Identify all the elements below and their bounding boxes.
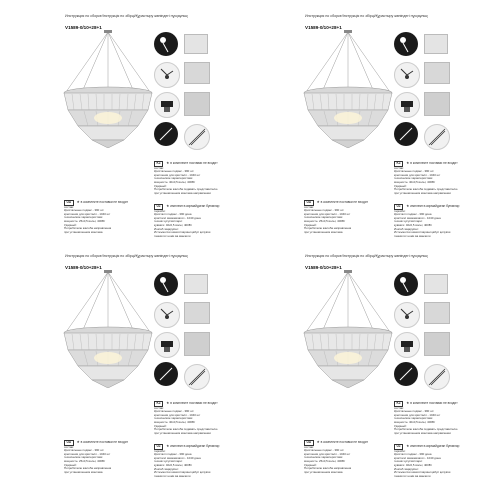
ceiling-mount-icon: [154, 32, 178, 56]
wire-connection-icon: [394, 302, 420, 328]
kz-section: KZ ★в комплекте поставки не входит состав: Кристальные подвес - 390 шт крепления для кристалл - 1040 шт технические характеристики: мощность: 40x0,5 вольт, 400Вт Ударный: Потребителю жалоба подавать представителю при установленном монтажа направлении: [154, 161, 218, 195]
language-badge: KZ: [154, 401, 163, 407]
wire-connection-icon: [154, 302, 180, 328]
language-badge: UA: [64, 440, 74, 446]
ceiling-mount-icon: [154, 272, 178, 296]
product-code: V1589-0/10+28+1: [305, 265, 342, 270]
bulb-icon: [424, 274, 448, 294]
hook-icon: [394, 122, 418, 146]
ua-section: UA ★в комплекте поставки не входит состав: Кристальные подвес - 390 шт крепления для кристалл - 1040 шт технические характеристики: мощность: 25x0,5 вольт, 400Вт Ударный: Потребителю жалоба направлення при установленном монтажа: [64, 200, 129, 234]
chandelier-icon: [424, 92, 450, 116]
product-code: V1589-0/10+28+1: [305, 25, 342, 30]
product-code: V1589-0/10+28+1: [65, 25, 102, 30]
kz-section: KZ ★в комплекте поставки не входит состав: Кристальные подвес - 390 шт крепления для кристалл - 1040 шт технические характеристики: мощность: 40x0,5 вольт, 400Вт Ударный: Потребителю жалоба подавать представителю при установленном монтажа направлении: [154, 401, 218, 435]
language-badge: KZ: [154, 161, 163, 167]
sheet-title: Инструкция по сборке/Інструкція по збірці/Құрастыру жөніндегі нұсқаулық: [65, 14, 188, 18]
language-badge: UZ: [154, 444, 163, 450]
chandelier-icon: [62, 30, 154, 148]
chandelier-icon: [184, 92, 210, 116]
star-icon: ★: [406, 161, 410, 165]
instruction-sheet: [250, 8, 478, 240]
assembly-steps: [394, 272, 474, 396]
chandelier-icon: [62, 270, 154, 388]
chandelier-icon: [302, 270, 394, 388]
uz-section: UZ ★имплектга кирмайдиган буюмлар таркиби: Кристалл подвес - 390 дона кристалл махкамлагич - 1040 дона техник хусусиятлари: қуввати: 40x0,5 вольт, 400Вт Ишлаб чиқарувчи: Истеъмолчи шикоятларини қабул қилувчи ташкилот номи ва манзили: [154, 444, 220, 478]
bulb-icon: [424, 302, 450, 324]
wire-connection-icon: [394, 62, 420, 88]
assembly-steps: [394, 32, 474, 156]
ua-section: UA ★в комплекте поставки не входит состав: Кристальные подвес - 390 шт крепления для кристалл - 1040 шт технические характеристики: мощность: 25x0,5 вольт, 400Вт Ударный: Потребителю жалоба направлення при установленном монтажа: [304, 200, 369, 234]
bulb-icon: [424, 34, 448, 54]
screw-icon: [154, 332, 180, 358]
bulb-icon: [184, 364, 210, 390]
uz-section: UZ ★имплектга кирмайдиган буюмлар таркиби: Кристалл подвес - 390 дона кристалл махкамлагич - 1040 дона техник хусусиятлари: қуввати: 40x0,5 вольт, 400Вт Ишлаб чиқарувчи: Истеъмолчи шикоятларини қабул қилувчи ташкилот номи ва манзили: [394, 204, 460, 238]
star-icon: ★: [76, 440, 80, 444]
instruction-sheet: [10, 8, 238, 240]
wire-connection-icon: [154, 62, 180, 88]
star-icon: ★: [406, 401, 410, 405]
star-icon: ★: [316, 200, 320, 204]
bulb-icon: [424, 124, 450, 150]
ceiling-mount-icon: [394, 272, 418, 296]
bulb-icon: [424, 364, 450, 390]
bulb-icon: [184, 34, 208, 54]
hook-icon: [394, 362, 418, 386]
language-badge: KZ: [394, 401, 403, 407]
star-icon: ★: [166, 161, 170, 165]
language-badge: UA: [304, 440, 314, 446]
screw-icon: [394, 332, 420, 358]
instruction-sheet: [10, 248, 238, 480]
ua-section: UA ★в комплекте поставки не входит состав: Кристальные подвес - 390 шт крепления для кристалл - 1040 шт технические характеристики: мощность: 25x0,5 вольт, 400Вт Ударный: Потребителю жалоба направлення при установленном монтажа: [304, 440, 369, 474]
language-badge: UZ: [394, 204, 403, 210]
ceiling-mount-icon: [394, 32, 418, 56]
star-icon: ★: [406, 204, 410, 208]
kz-section: KZ ★в комплекте поставки не входит состав: Кристальные подвес - 390 шт крепления для кристалл - 1040 шт технические характеристики: мощность: 40x0,5 вольт, 400Вт Ударный: Потребителю жалоба подавать представителю при установленном монтажа направлении: [394, 401, 458, 435]
hook-icon: [154, 362, 178, 386]
language-badge: UA: [64, 200, 74, 206]
star-icon: ★: [166, 401, 170, 405]
bulb-icon: [184, 62, 210, 84]
star-icon: ★: [166, 444, 170, 448]
bulb-icon: [184, 124, 210, 150]
bulb-icon: [184, 274, 208, 294]
hook-icon: [154, 122, 178, 146]
kz-section: KZ ★в комплекте поставки не входит состав: Кристальные подвес - 390 шт крепления для кристалл - 1040 шт технические характеристики: мощность: 40x0,5 вольт, 400Вт Ударный: Потребителю жалоба подавать представителю при установленном монтажа направлении: [394, 161, 458, 195]
star-icon: ★: [406, 444, 410, 448]
language-badge: KZ: [394, 161, 403, 167]
screw-icon: [154, 92, 180, 118]
sheet-title: Инструкция по сборке/Інструкція по збірці/Құрастыру жөніндегі нұсқаулық: [65, 254, 188, 258]
sheet-title: Инструкция по сборке/Інструкція по збірці/Құрастыру жөніндегі нұсқаулық: [305, 14, 428, 18]
assembly-steps: [154, 272, 234, 396]
screw-icon: [394, 92, 420, 118]
chandelier-icon: [424, 332, 450, 356]
language-badge: UA: [304, 200, 314, 206]
assembly-steps: [154, 32, 234, 156]
bulb-icon: [424, 62, 450, 84]
star-icon: ★: [316, 440, 320, 444]
language-badge: UZ: [154, 204, 163, 210]
ua-section: UA ★в комплекте поставки не входит состав: Кристальные подвес - 390 шт крепления для кристалл - 1040 шт технические характеристики: мощность: 25x0,5 вольт, 400Вт Ударный: Потребителю жалоба направлення при установленном монтажа: [64, 440, 129, 474]
sheet-title: Инструкция по сборке/Інструкція по збірці/Құрастыру жөніндегі нұсқаулық: [305, 254, 428, 258]
uz-section: UZ ★имплектга кирмайдиган буюмлар таркиби: Кристалл подвес - 390 дона кристалл махкамлагич - 1040 дона техник хусусиятлари: қуввати: 40x0,5 вольт, 400Вт Ишлаб чиқарувчи: Истеъмолчи шикоятларини қабул қилувчи ташкилот номи ва манзили: [394, 444, 460, 478]
star-icon: ★: [166, 204, 170, 208]
star-icon: ★: [76, 200, 80, 204]
chandelier-icon: [302, 30, 394, 148]
language-badge: UZ: [394, 444, 403, 450]
instruction-sheet: [250, 248, 478, 480]
chandelier-icon: [184, 332, 210, 356]
uz-section: UZ ★имплектга кирмайдиган буюмлар таркиби: Кристалл подвес - 390 дона кристалл махкамлагич - 1040 дона техник хусусиятлари: қуввати: 40x0,5 вольт, 400Вт Ишлаб чиқарувчи: Истеъмолчи шикоятларини қабул қилувчи ташкилот номи ва манзили: [154, 204, 220, 238]
bulb-icon: [184, 302, 210, 324]
product-code: V1589-0/10+28+1: [65, 265, 102, 270]
